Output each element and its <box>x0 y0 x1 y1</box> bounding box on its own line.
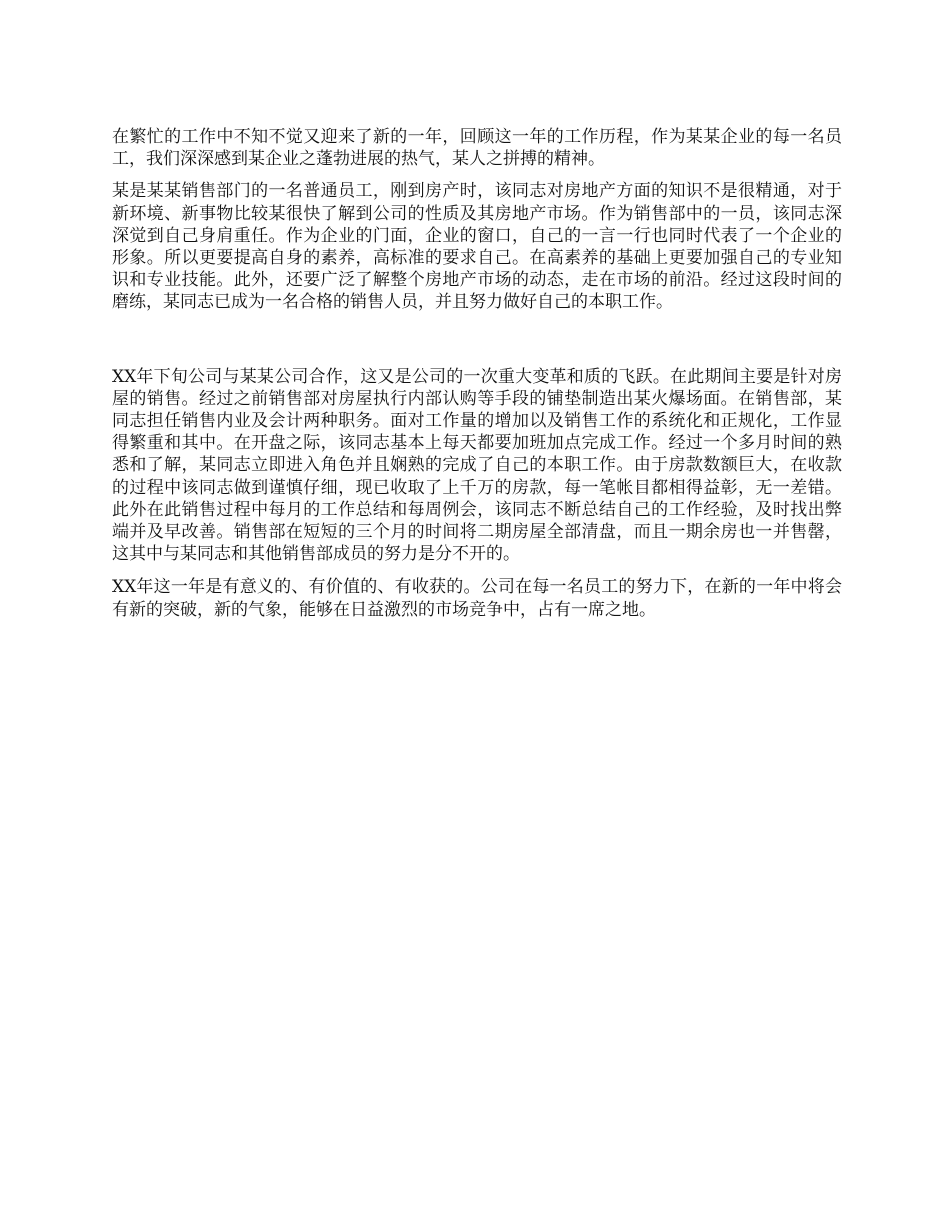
paragraph-cooperation-sales: XX年下旬公司与某某公司合作，这又是公司的一次重大变革和质的飞跃。在此期间主要是针对房屋的销售。经过之前销售部对房屋执行内部认购等手段的铺垫制造出某火爆场面。在销售部，某同志担任销售内业及会计两种职务。面对工作量的增加以及销售工作的系统化和正规化，工作显得繁重和其中。在开盘之际，该同志基本上每天都要加班加点完成工作。经过一个多月时间的熟悉和了解，某同志立即进入角色并且娴熟的完成了自己的本职工作。由于房款数额巨大，在收款的过程中该同志做到谨慎仔细，现已收取了上千万的房款，每一笔帐目都相得益彰，无一差错。此外在此销售过程中每月的工作总结和每周例会，该同志不断总结自己的工作经验，及时找出弊端并及早改善。销售部在短短的三个月的时间将二期房屋全部清盘，而且一期余房也一并售罄，这其中与某同志和其他销售部成员的努力是分不开的。 <box>112 366 842 565</box>
paragraph-employee-profile: 某是某某销售部门的一名普通员工，刚到房产时，该同志对房地产方面的知识不是很精通，对于新环境、新事物比较某很快了解到公司的性质及其房地产市场。作为销售部中的一员，该同志深深觉到自己身肩重任。作为企业的门面，企业的窗口，自己的一言一行也同时代表了一个企业的形象。所以更要提高自身的素养，高标准的要求自己。在高素养的基础上更要加强自己的专业知识和专业技能。此外，还要广泛了解整个房地产市场的动态，走在市场的前沿。经过这段时间的磨练，某同志已成为一名合格的销售人员，并且努力做好自己的本职工作。 <box>112 181 842 313</box>
paragraph-intro: 在繁忙的工作中不知不觉又迎来了新的一年，回顾这一年的工作历程，作为某某企业的每一名员工，我们深深感到某企业之蓬勃进展的热气，某人之拼搏的精神。 <box>112 127 842 170</box>
document-body <box>112 126 842 621</box>
paragraph-conclusion: XX年这一年是有意义的、有价值的、有收获的。公司在每一名员工的努力下，在新的一年中将会有新的突破，新的气象，能够在日益激烈的市场竞争中，占有一席之地。 <box>112 577 842 620</box>
